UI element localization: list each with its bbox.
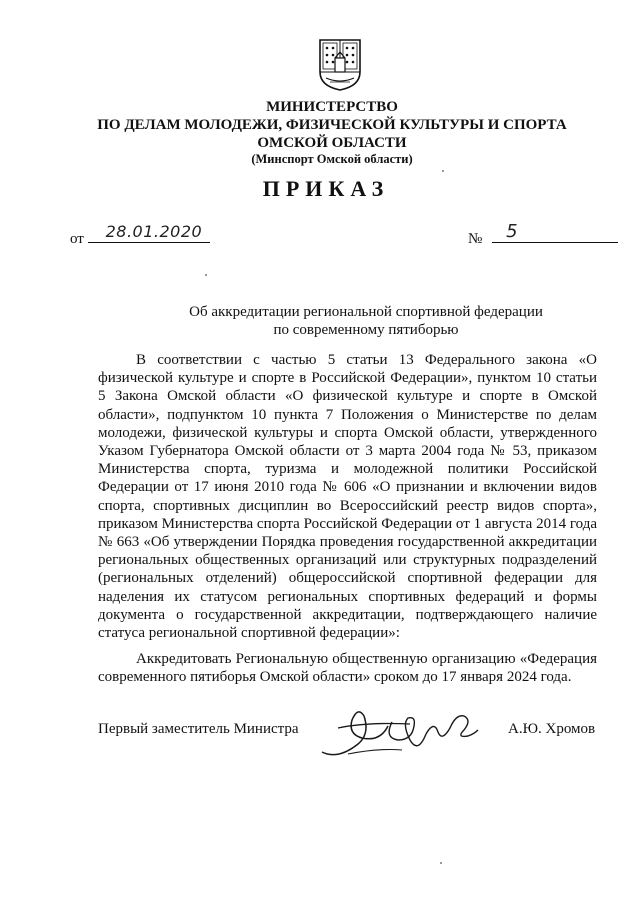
- number-value: 5: [506, 221, 518, 242]
- number-field: [492, 221, 618, 243]
- number-prefix: №: [468, 231, 483, 247]
- omsk-coat-of-arms-icon: [318, 38, 362, 92]
- order-number: [468, 221, 618, 248]
- subject-line-1: Об аккредитации региональной спортивной федерации: [189, 304, 543, 320]
- date-value: 28.01.2020: [105, 222, 203, 241]
- order-date: [70, 222, 210, 248]
- scan-speck: [440, 862, 442, 864]
- ministry-name-line-2: ПО ДЕЛАМ МОЛОДЕЖИ, ФИЗИЧЕСКОЙ КУЛЬТУРЫ И СПОРТА: [97, 117, 567, 133]
- subject-line-2: по современному пятиборью: [273, 322, 459, 338]
- date-prefix: от: [70, 231, 84, 247]
- signatory-position: Первый заместитель Министра: [98, 721, 299, 737]
- handwritten-signature: [318, 704, 480, 762]
- document-title: ПРИКАЗ: [262, 176, 390, 201]
- scan-speck: [205, 274, 207, 276]
- paragraph-text: Аккредитовать Региональную общественную организацию «Федерация современного пятиборья Омской области» сроком до 17 января 2024 года.: [98, 651, 597, 686]
- ministry-short-name: (Минспорт Омской области): [251, 152, 413, 166]
- signatory-name: А.Ю. Хромов: [508, 721, 596, 737]
- ministry-name-line-3: ОМСКОЙ ОБЛАСТИ: [257, 135, 407, 151]
- ministry-name-line-1: МИНИСТЕРСТВО: [266, 99, 398, 115]
- order-subject: [0, 303, 640, 339]
- date-field: [88, 222, 210, 243]
- body-paragraph-decision: [98, 650, 597, 686]
- body-paragraph-legal-basis: [98, 351, 597, 642]
- paragraph-text: В соответствии с частью 5 статьи 13 Федерального закона «О физической культуре и спорте в Российской Федерации», пунктом 10 статьи 5 Закона Омской области «О физической культуре и спорте в Омской области», подпунктом 10 пункта 7 Положения о Министерстве по делам молодежи, физической культуры и спорта Омской области, утвержденного Указом Губернатора Омской области от 3 марта 2004 года № 53, приказом Министерства спорта, туризма и молодежной политики Российской Федерации от 17 июня 2010 года № 606 «О признании и включении видов спорта, спортивных дисциплин во Всероссийский реестр видов спорта», приказом Министерства спорта Российской Федерации от 1 августа 2014 года № 663 «Об утверждении Порядка проведения государственной аккредитации региональных общественных организаций или структурных подразделений (региональных отделений) общероссийской спортивной федерации для наделения их статусом региональных спортивных федераций и формы документа о государственной аккредитации, подтверждающего наличие статуса региональной спортивной федерации»:: [98, 352, 597, 642]
- scan-speck: [442, 170, 444, 172]
